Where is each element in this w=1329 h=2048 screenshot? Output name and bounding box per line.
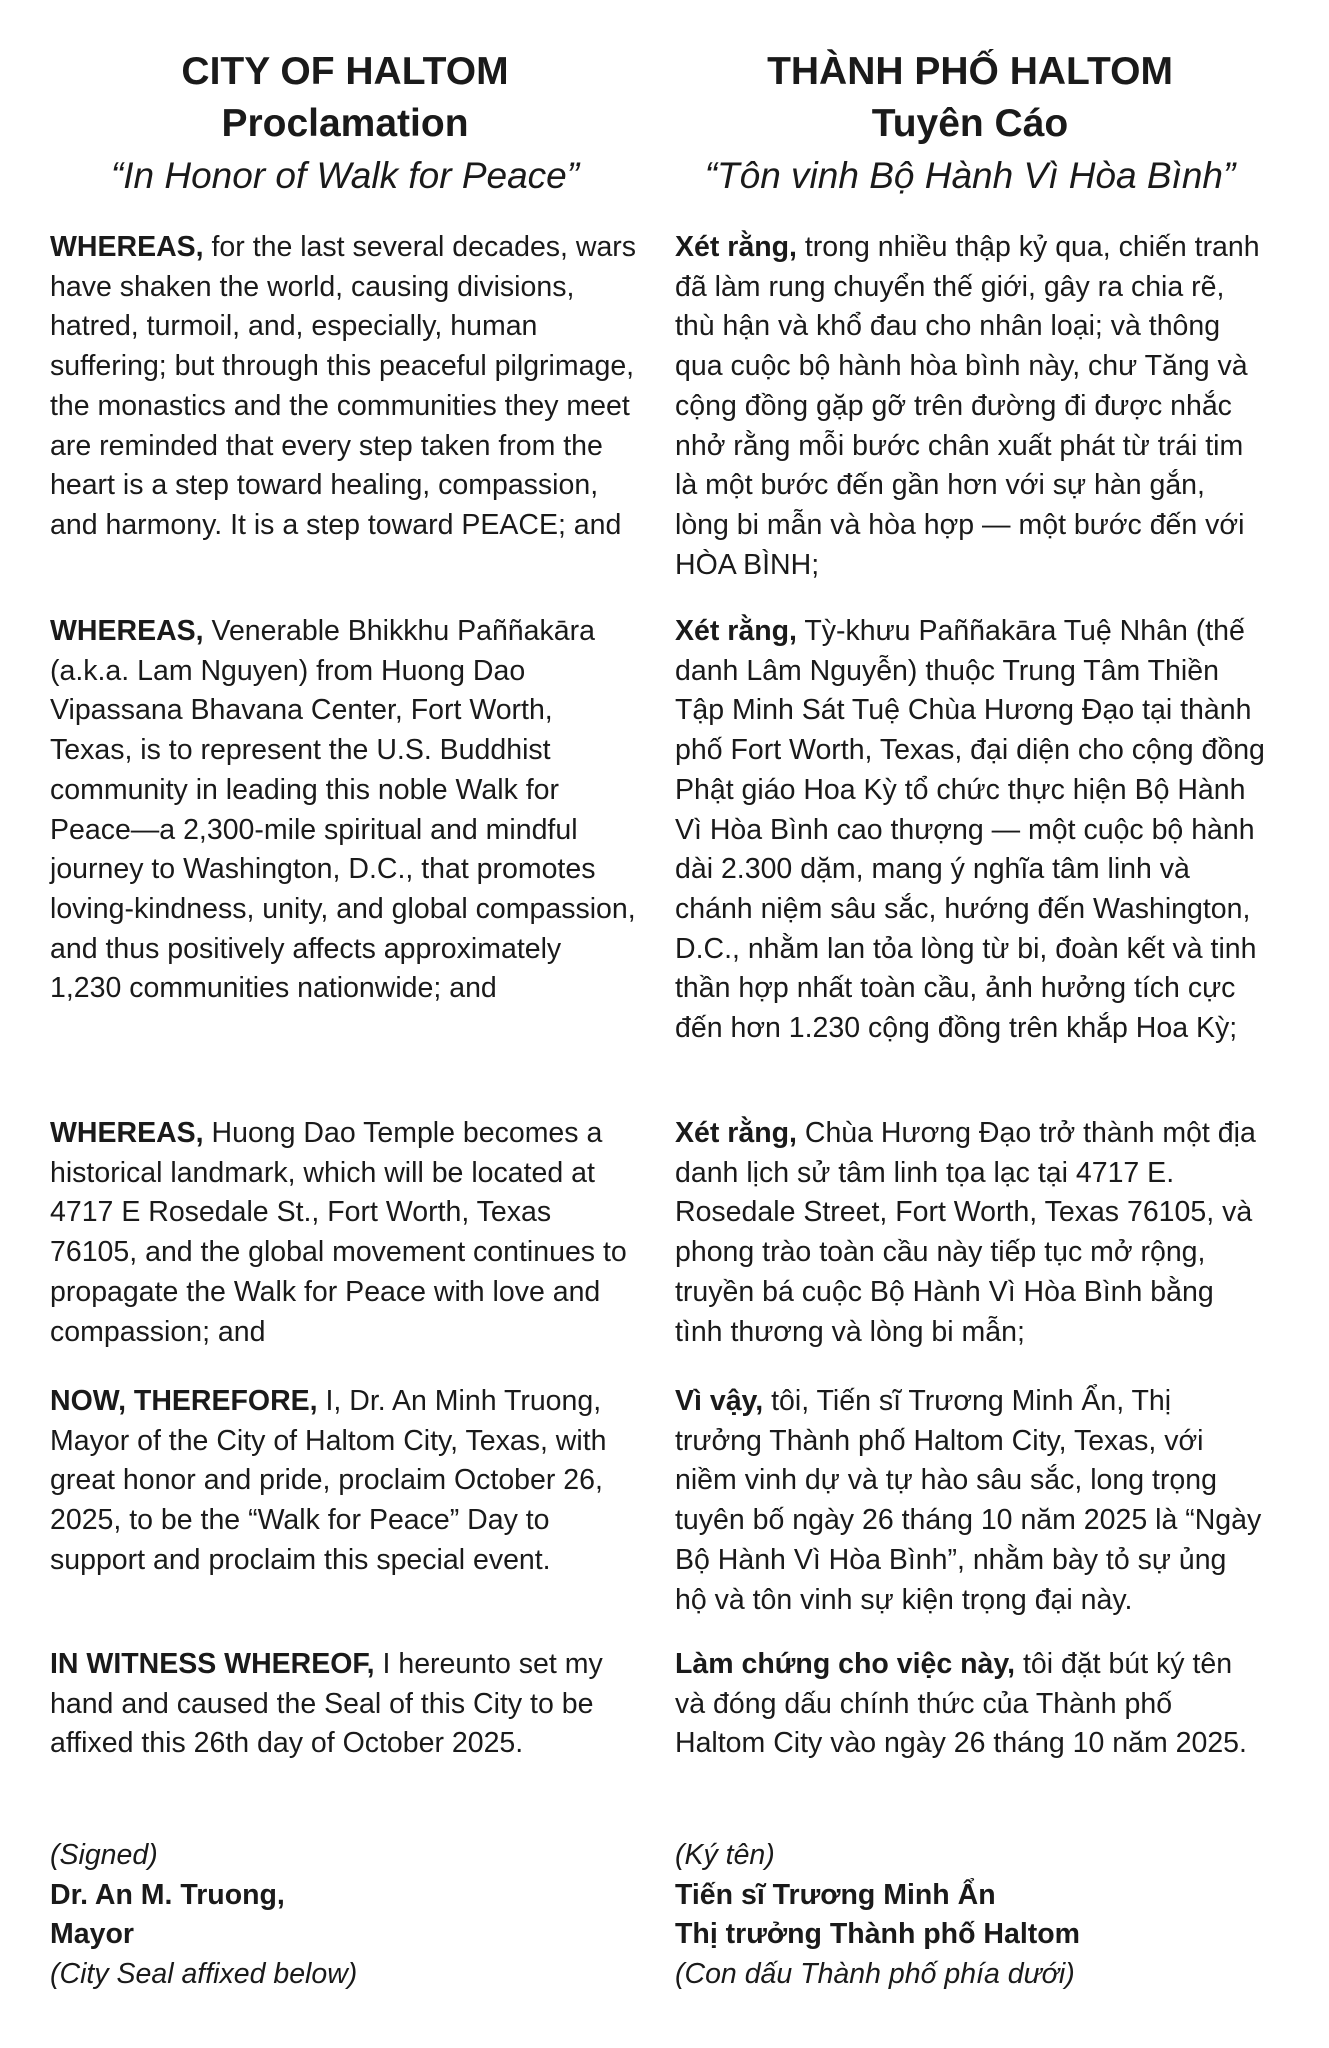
vietnamese-signer-name: Tiến sĩ Trương Minh Ẩn: [675, 1878, 996, 1911]
vietnamese-document-title: Tuyên Cáo: [871, 102, 1069, 145]
vietnamese-paragraph-text: tôi đặt bút ký tên và đóng dấu chính thức của Thành phố Haltom City vào ngày 26 tháng 10 năm 2025.: [675, 1648, 1247, 1760]
english-paragraph-text: I hereunto set my hand and caused the Seal of this City to be affixed this 26th day of October 2025.: [50, 1648, 603, 1760]
vietnamese-city-title: THÀNH PHỐ HALTOM: [767, 50, 1173, 93]
vietnamese-paragraph-text: Tỳ-khưu Paññakāra Tuệ Nhân (thế danh Lâm Nguyễn) thuộc Trung Tâm Thiền Tập Minh Sát Tuệ Chùa Hương Đạo tại thành phố Fort Worth, Texas, đại diện cho cộng đồng Phật giáo Hoa Kỳ tổ chức thực hiện Bộ Hành Vì Hòa Bình cao thượng — một cuộc bộ hành dài 2.300 dặm, mang ý nghĩa tâm linh và chánh niệm sâu sắc, hướng đến Washington, D.C., nhằm lan tỏa lòng từ bi, đoàn kết và tinh thần hợp nhất toàn cầu, ảnh hưởng tích cực đến hơn 1.230 cộng đồng trên khắp Hoa Kỳ;: [675, 615, 1265, 1045]
vietnamese-paragraph-lead: Xét rằng,: [675, 231, 797, 263]
english-signature-block: [50, 1836, 640, 1995]
english-document-title: Proclamation: [221, 102, 469, 145]
vietnamese-signature-block: [675, 1836, 1265, 1995]
vietnamese-paragraph-text: trong nhiều thập kỷ qua, chiến tranh đã làm rung chuyển thế giới, gây ra chia rẽ, thù hận và khổ đau cho nhân loại; và thông qua cuộc bộ hành hòa bình này, chư Tăng và cộng đồng gặp gỡ trên đường đi được nhắc nhở rằng mỗi bước chân xuất phát từ trái tim là một bước đến gần hơn với sự hàn gắn, lòng bi mẫn và hòa hợp — một bước đến với HÒA BÌNH;: [675, 231, 1260, 581]
vietnamese-paragraph-text: Chùa Hương Đạo trở thành một địa danh lịch sử tâm linh tọa lạc tại 4717 E. Rosedale Street, Fort Worth, Texas 76105, và phong trào toàn cầu này tiếp tục mở rộng, truyền bá cuộc Bộ Hành Vì Hòa Bình bằng tình thương và lòng bi mẫn;: [675, 1117, 1256, 1348]
vietnamese-column: [675, 0, 1265, 1991]
english-signer-role: Mayor: [50, 1918, 134, 1951]
english-paragraph-text: Huong Dao Temple becomes a historical landmark, which will be located at 4717 E Rosedale St., Fort Worth, Texas 76105, and the global movement continues to propagate the Walk for Peace with love and compassion; and: [50, 1117, 627, 1348]
english-paragraph-lead: NOW, THEREFORE,: [50, 1385, 318, 1417]
english-paragraph-2: [50, 612, 640, 1009]
english-paragraph-lead: WHEREAS,: [50, 615, 204, 647]
vietnamese-paragraph-3: [675, 1114, 1265, 1352]
english-signer-name: Dr. An M. Truong,: [50, 1878, 285, 1911]
english-paragraph-text: for the last several decades, wars have shaken the world, causing divisions, hatred, turmoil, and, especially, human suffering; but through this peaceful pilgrimage, the monastics and the communities they meet are reminded that every step taken from the heart is a step toward healing, compassion, and harmony. It is a step toward PEACE; and: [50, 231, 637, 541]
vietnamese-paragraph-4: [675, 1382, 1265, 1620]
vietnamese-header: [675, 0, 1265, 196]
english-paragraph-lead: IN WITNESS WHEREOF,: [50, 1648, 375, 1680]
vietnamese-paragraph-lead: Xét rằng,: [675, 1117, 797, 1149]
english-paragraph-text: Venerable Bhikkhu Paññakāra (a.k.a. Lam Nguyen) from Huong Dao Vipassana Bhavana Center, Fort Worth, Texas, is to represent the U.S. Buddhist community in leading this noble Walk for Peace—a 2,300-mile spiritual and mindful journey to Washington, D.C., that promotes loving-kindness, unity, and global compassion, and thus positively affects approximately 1,230 communities nationwide; and: [50, 615, 636, 1005]
vietnamese-seal-note: (Con dấu Thành phố phía dưới): [675, 1958, 1075, 1991]
english-seal-note: (City Seal affixed below): [50, 1958, 358, 1991]
english-paragraph-3: [50, 1114, 640, 1352]
english-header: [50, 0, 640, 196]
english-paragraph-5: [50, 1645, 640, 1764]
vietnamese-paragraph-1: [675, 228, 1265, 585]
english-paragraph-4: [50, 1382, 640, 1581]
english-paragraph-1: [50, 228, 640, 546]
english-signed-note: (Signed): [50, 1839, 158, 1871]
english-paragraph-lead: WHEREAS,: [50, 231, 204, 263]
vietnamese-signed-note: (Ký tên): [675, 1839, 775, 1871]
vietnamese-subtitle: “Tôn vinh Bộ Hành Vì Hòa Bình”: [704, 155, 1236, 196]
english-column: [50, 0, 640, 1991]
english-city-title: CITY OF HALTOM: [181, 50, 509, 93]
vietnamese-signer-role: Thị trưởng Thành phố Haltom: [675, 1918, 1081, 1951]
vietnamese-paragraph-2: [675, 612, 1265, 1049]
vietnamese-paragraph-5: [675, 1645, 1265, 1764]
vietnamese-paragraph-lead: Làm chứng cho việc này,: [675, 1648, 1016, 1680]
vietnamese-paragraph-lead: Vì vậy,: [675, 1385, 764, 1417]
english-paragraph-text: I, Dr. An Minh Truong, Mayor of the City of Haltom City, Texas, with great honor and pride, proclaim October 26, 2025, to be the “Walk for Peace” Day to support and proclaim this special event.: [50, 1385, 607, 1576]
english-paragraph-lead: WHEREAS,: [50, 1117, 204, 1149]
english-subtitle: “In Honor of Walk for Peace”: [110, 155, 580, 196]
vietnamese-paragraph-text: tôi, Tiến sĩ Trương Minh Ẩn, Thị trưởng Thành phố Haltom City, Texas, với niềm vinh dự và tự hào sâu sắc, long trọng tuyên bố ngày 26 tháng 10 năm 2025 là “Ngày Bộ Hành Vì Hòa Bình”, nhằm bày tỏ sự ủng hộ và tôn vinh sự kiện trọng đại này.: [675, 1385, 1262, 1616]
vietnamese-paragraph-lead: Xét rằng,: [675, 615, 797, 647]
